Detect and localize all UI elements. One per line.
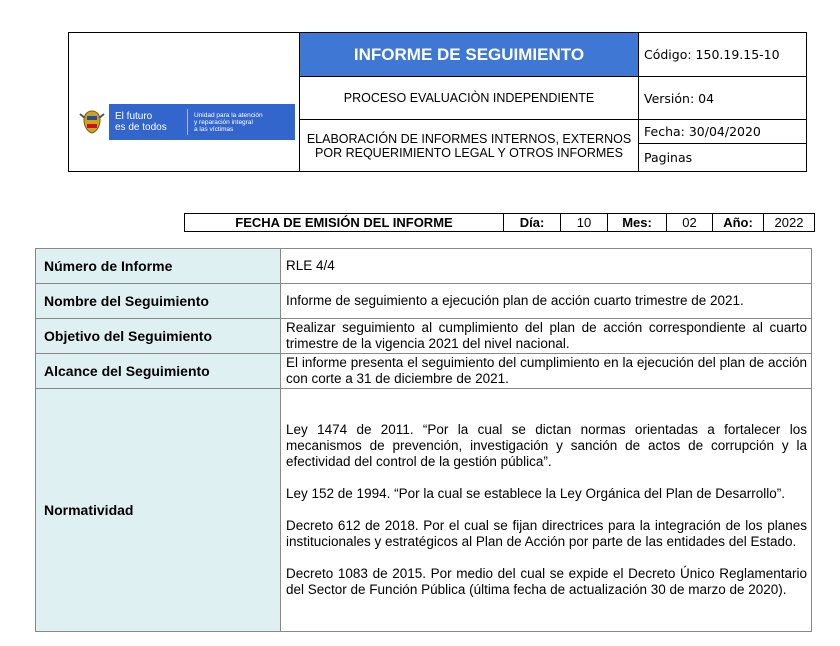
document-code: Código: 150.19.15-10 [639, 33, 807, 77]
document-pages: Paginas [639, 144, 807, 172]
logo-slogan: El futuro es de todos [115, 111, 167, 133]
day-value: 10 [561, 214, 608, 232]
logo-divider [187, 109, 188, 135]
document-version: Versión: 04 [639, 77, 807, 120]
document-header [68, 32, 807, 172]
logo-cell [69, 33, 300, 172]
document-date: Fecha: 30/04/2020 [639, 120, 807, 144]
norm-item: Decreto 612 de 2018. Por el cual se fijan directrices para la integración de los planes institucionales y estratégicos al Plan de Acción por parte de las entidades del Estado. [286, 518, 807, 549]
report-norms [281, 389, 812, 632]
logo-organization: Unidad para la atención y reparación integral a las víctimas [194, 111, 263, 133]
day-label: Día: [504, 214, 561, 232]
process-name: PROCESO EVALUACIÒN INDEPENDIENTE [300, 77, 639, 120]
report-scope-label: Alcance del Seguimiento [36, 354, 281, 389]
month-label: Mes: [608, 214, 667, 232]
norm-item: Ley 152 de 1994. “Por la cual se establece la Ley Orgánica del Plan de Desarrollo”. [286, 486, 786, 501]
year-value: 2022 [764, 214, 815, 232]
norm-item: Decreto 1083 de 2015. Por medio del cual se expide el Decreto Único Reglamentario del Sector de Función Pública (última fecha de actualización 30 de marzo de 2020). [286, 566, 807, 597]
month-value: 02 [667, 214, 713, 232]
logo [75, 104, 295, 140]
norm-item: Ley 1474 de 2011. “Por la cual se dictan normas orientadas a fortalecer los mecanismos de prevención, investigación y sanción de actos de corrupción y la efectividad del control de la gestión pública”. [286, 422, 807, 469]
report-name: Informe de seguimiento a ejecución plan de acción cuarto trimestre de 2021. [281, 284, 812, 319]
report-number-label: Número de Informe [36, 249, 281, 284]
year-label: Año: [713, 214, 764, 232]
report-number: RLE 4/4 [281, 249, 812, 284]
emission-label: FECHA DE EMISIÓN DEL INFORME [185, 214, 504, 232]
report-details [35, 248, 812, 632]
report-name-label: Nombre del Seguimiento [36, 284, 281, 319]
report-objective: Realizar seguimiento al cumplimiento del plan de acción correspondiente al cuarto trimestre de la vigencia 2021 del nivel nacional. [281, 319, 812, 354]
emission-date [184, 213, 815, 232]
document-title: INFORME DE SEGUIMIENTO [300, 33, 639, 77]
procedure-name: ELABORACIÓN DE INFORMES INTERNOS, EXTERNOS POR REQUERIMIENTO LEGAL Y OTROS INFORMES [300, 120, 639, 172]
report-objective-label: Objetivo del Seguimiento [36, 319, 281, 354]
report-norms-label: Normatividad [36, 389, 281, 632]
report-scope: El informe presenta el seguimiento del cumplimiento en la ejecución del plan de acción con corte a 31 de diciembre de 2021. [281, 354, 812, 389]
colombia-crest-icon [75, 104, 109, 140]
